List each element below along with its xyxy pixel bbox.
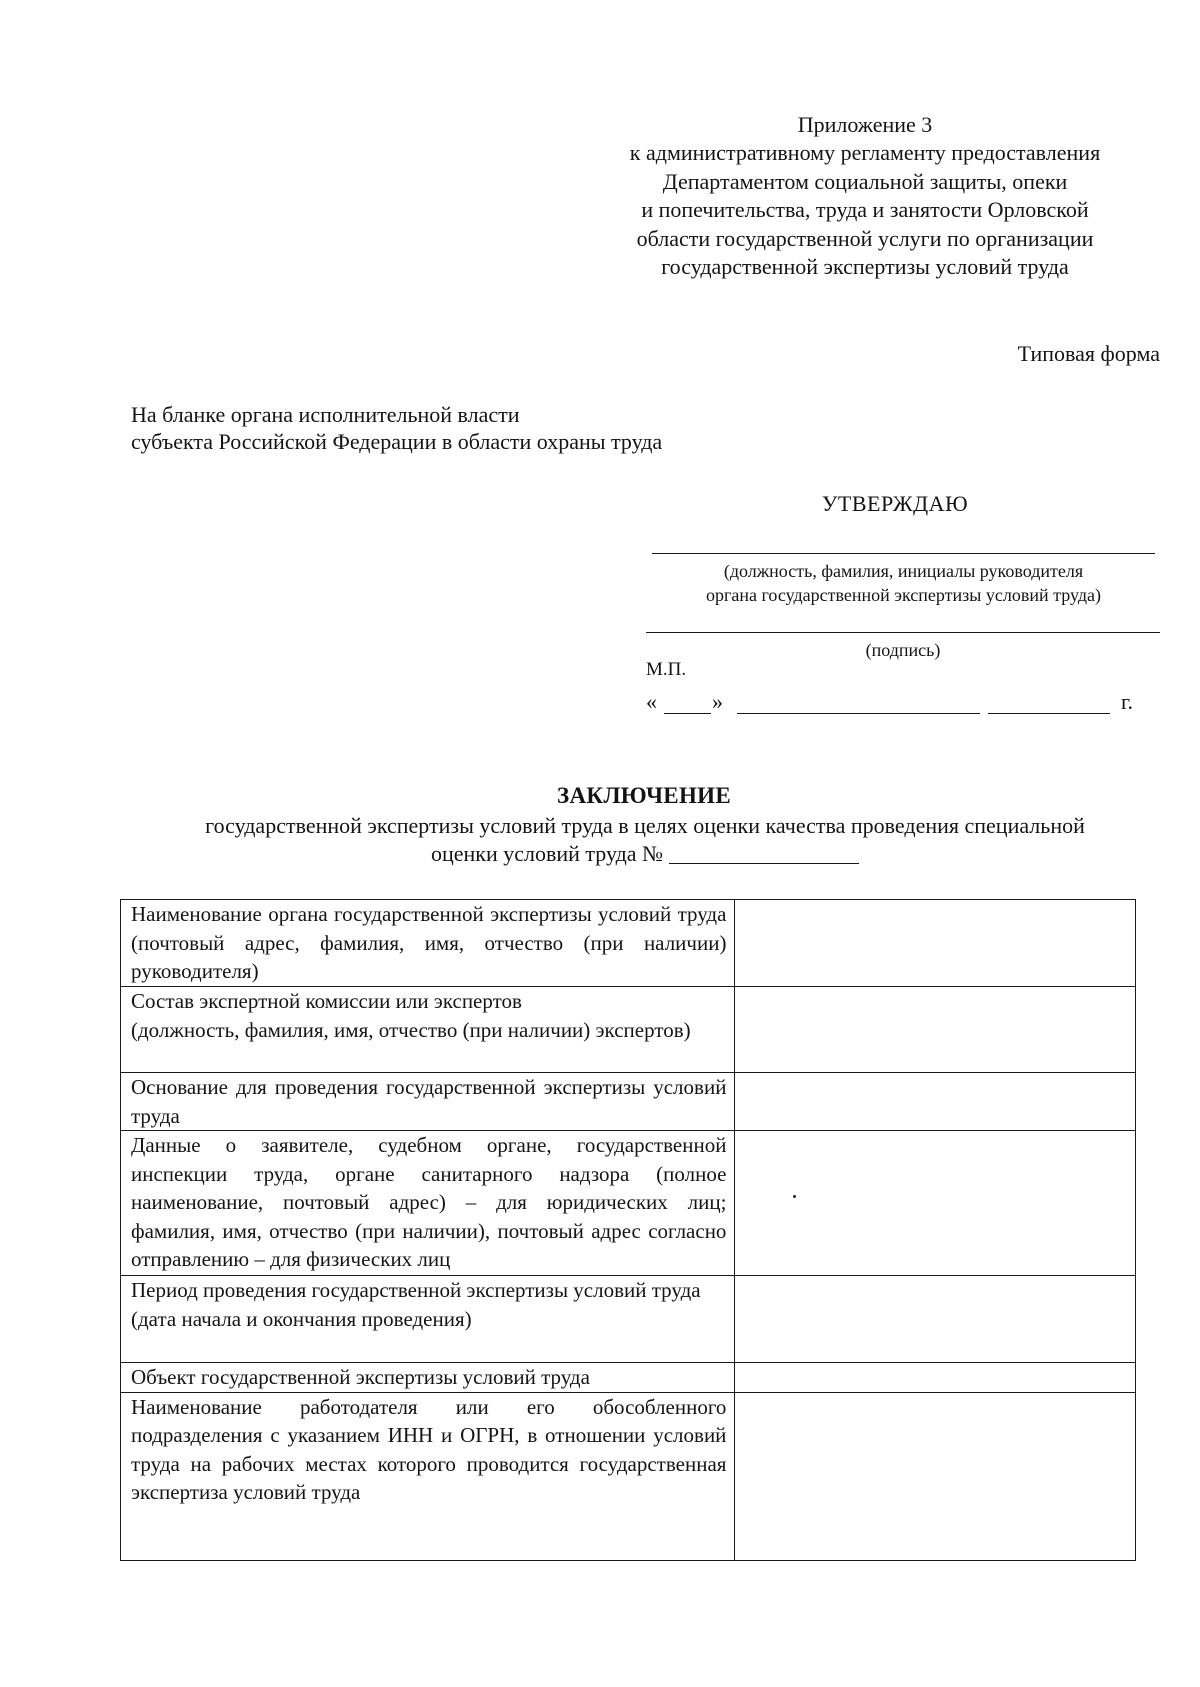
subtitle-line-number — [150, 840, 1140, 868]
row-label — [121, 1363, 735, 1393]
signature-fill-line[interactable] — [646, 632, 1160, 633]
position-caption-line: (должность, фамилия, инициалы руководителя — [723, 561, 1084, 581]
date-day-line[interactable] — [664, 713, 711, 714]
row-label — [121, 1073, 735, 1131]
row-label-text: Наименование работодателя или его обособленного подразделения с указанием ИНН и ОГРН, в отношении условий труда на рабочих местах которого проводится государственная экспертиза условий труда — [131, 1394, 727, 1504]
table-row — [121, 987, 1136, 1073]
conclusion-subtitle — [150, 812, 1140, 868]
row-value-cell[interactable] — [735, 1131, 1136, 1276]
row-value-cell[interactable] — [735, 900, 1136, 987]
row-label — [121, 1276, 735, 1363]
table-row — [121, 1363, 1136, 1393]
row-label-text: Состав экспертной комиссии или экспертов — [131, 989, 522, 1013]
row-value-cell[interactable] — [735, 1363, 1136, 1393]
stray-dot-mark — [793, 1195, 796, 1198]
appendix-line: Департаментом социальной защиты, опеки — [662, 168, 1068, 194]
conclusion-title: ЗАКЛЮЧЕНИЕ — [557, 783, 731, 808]
appendix-line: государственной экспертизы условий труда — [661, 254, 1069, 280]
date-year-line[interactable] — [988, 713, 1110, 714]
table-row — [121, 1073, 1136, 1131]
row-label-text: Данные о заявителе, судебном органе, государственной инспекции труда, органе санитарного надзора (полное наименование, почтовый адрес) – для юридических лиц; фамилия, имя, отчество (при наличии), почтовый адрес согласно отправлению – для физических лиц — [131, 1133, 727, 1271]
position-caption — [652, 559, 1155, 607]
row-label-text: (дата начала и окончания проведения) — [131, 1306, 472, 1331]
table-row — [121, 900, 1136, 987]
row-label — [121, 900, 735, 987]
appendix-header — [600, 111, 1130, 281]
row-label — [121, 987, 735, 1073]
subtitle-line-text: оценки условий труда № — [430, 841, 664, 866]
table-row — [121, 1276, 1136, 1363]
signature-caption: (подпись) — [865, 640, 941, 660]
row-label — [121, 1131, 735, 1276]
date-close-quote: » — [712, 689, 723, 714]
position-caption-line: органа государственной экспертизы условий труда) — [706, 585, 1101, 605]
table-row — [121, 1392, 1136, 1560]
date-open-quote: « — [646, 689, 657, 714]
letterhead-line: На бланке органа исполнительной власти — [131, 402, 520, 427]
year-suffix: г. — [1121, 689, 1134, 714]
row-value-cell[interactable] — [735, 1276, 1136, 1363]
appendix-line: Приложение 3 — [797, 112, 933, 137]
conclusion-number-field[interactable] — [669, 863, 859, 864]
row-value-cell[interactable] — [735, 1392, 1136, 1560]
appendix-line: области государственной услуги по организации — [636, 225, 1094, 251]
letterhead-note — [131, 401, 662, 455]
typical-form-label: Типовая форма — [1017, 341, 1160, 366]
row-label-text: Основание для проведения государственной экспертизы условий труда — [131, 1075, 727, 1128]
letterhead-line: субъекта Российской Федерации в области охраны труда — [131, 429, 663, 454]
conclusion-table — [120, 899, 1136, 1561]
table-row — [121, 1131, 1136, 1276]
approval-heading: УТВЕРЖДАЮ — [821, 491, 969, 516]
row-label-text: (должность, фамилия, имя, отчество (при наличии) экспертов) — [131, 1017, 691, 1042]
row-label — [121, 1392, 735, 1560]
row-label-text: Объект государственной экспертизы условий труда — [131, 1365, 590, 1389]
subtitle-line: государственной экспертизы условий труда в целях оценки качества проведения специальной — [205, 813, 1085, 838]
date-month-line[interactable] — [737, 713, 980, 714]
row-label-text: Период проведения государственной экспертизы условий труда — [131, 1278, 701, 1302]
appendix-line: и попечительства, труда и занятости Орловской — [641, 197, 1089, 223]
position-fill-line[interactable] — [652, 553, 1155, 554]
row-value-cell[interactable] — [735, 1073, 1136, 1131]
row-value-cell[interactable] — [735, 987, 1136, 1073]
appendix-line: к административному регламенту предоставления — [629, 140, 1101, 166]
seal-label: М.П. — [646, 659, 687, 680]
row-label-text: Наименование органа государственной экспертизы условий труда (почтовый адрес, фамилия, имя, отчество (при наличии) руководителя) — [131, 902, 727, 983]
